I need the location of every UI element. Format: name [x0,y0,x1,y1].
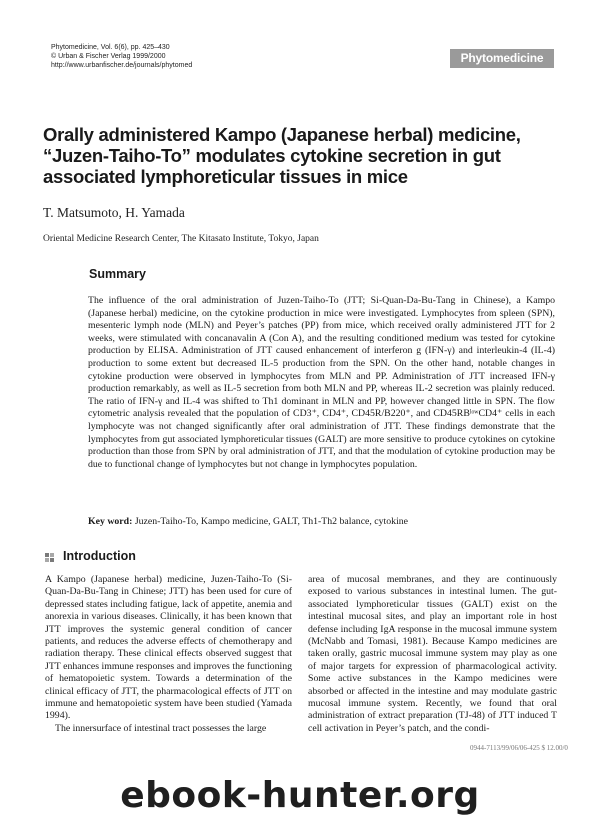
keywords [88,516,408,527]
keywords-label: Key word: [88,516,133,527]
intro-paragraph-1: A Kampo (Japanese herbal) medicine, Juzen-Taiho-To (Si-Quan-Da-Bu-Tang in Chinese; JTT) has been used for cure of depressed states including fatigue, lack of appetite, anemia and anorexia in various diseases. Clinically, it has been known that JTT improves the systemic general condition of cancer patients, and reduces the adverse effects of chemotherapy and radiation therapy. These clinical effects observed suggest that JTT enhances immune responses and improves the functioning of hematopoietic system. Towards a determination of the clinical efficacy of JTT, the pharmacological effects of JTT on immune and hematopoietic system have been studied (Yamada 1994). [45,574,293,722]
journal-citation: Phytomedicine, Vol. 6(6), pp. 425–430 [51,44,170,51]
summary-text: The influence of the oral administration of Juzen-Taiho-To (JTT; Si-Quan-Da-Bu-Tang in Chinese), a Kampo (Japanese herbal) medicine, on the cytokine production in mice were investigated. Lymphocytes from spleen (SPN), mesenteric lymph node (MLN) and Peyer’s patches (PP) from mice, which received orally administered JTT for 2 weeks, were stimulated with concanavalin A (Con A), and the resulting conditioned medium was tested for cytokine production by ELISA. Administration of JTT caused enhancement of interferon g (IFN-γ) and interleukin-4 (IL-4) production to some extent but decreased IL-5 production from the SPN. On the other hand, notable changes in cytokine production were observed in lymphocytes from MLN and PP. Administration of JTT increased IFN-γ production remarkably, as well as IL-5 secretion from both MLN and PP, whereas IL-2 secretion was plainly reduced. The ratio of IFN-γ and IL-4 was shifted to Th1 dominant in MLN and PP, however changed little in SPN. The flow cytometric analysis revealed that the population of CD3⁺, CD4⁺, CD45R/B220⁺, and CD45RBˡᵒʷCD4⁺ cells in each lymphocyte was not changed significantly after oral administration of JTT. These findings demonstrate that the lymphocytes from gut associated lymphoreticular tissues (GALT) are more sensitive to produce cytokines on cytokine production than those from SPN by oral administration of JTT, and that the modulation of cytokine production may be due to functional change of lymphocytes but not change in lymphocytes population. [88,295,555,470]
article-authors: T. Matsumoto, H. Yamada [43,205,185,220]
intro-column-right [308,574,557,735]
journal-publisher: © Urban & Fischer Verlag 1999/2000 [51,53,166,60]
intro-paragraph-3: area of mucosal membranes, and they are continuously exposed to various substances in intestinal lumen. The gut-associated lymphoreticular tissues (GALT) exist on the intestinal mucosal sites, and play an important role in host defense including IgA response in the mucosal immune system (McNabb and Tomasi, 1981). Because Kampo medicines are taken orally, gastric mucosal immune system may play as one of major targets for expression of pharmacological activity. Some active substances in the Kampo medicines were absorbed or affected in the intestine and may modulate gastric mucosal immune system. Recently, we found that oral administration of extract preparation (TJ-48) of JTT induced T cell activation in Peyer’s patch, and the condi- [308,574,557,734]
introduction-heading: Introduction [63,549,136,563]
summary-heading: Summary [89,267,146,281]
journal-badge: Phytomedicine [450,49,554,68]
article-title: Orally administered Kampo (Japanese herbal) medicine, “Juzen-Taiho-To” modulates cytokine secretion in gut associated lymphoreticular tissues in mice [43,124,521,187]
journal-info [51,43,192,70]
intro-column-left [45,574,292,735]
article-affiliation: Oriental Medicine Research Center, The Kitasato Institute, Tokyo, Japan [43,234,319,244]
intro-paragraph-2: The innersurface of intestinal tract possesses the large [55,722,267,734]
watermark: ebook-hunter.org [120,775,480,816]
journal-url[interactable]: http://www.urbanfischer.de/journals/phytomed [51,62,193,69]
footer-code: 0944-7113/99/06/06-425 $ 12.00/0 [470,744,568,752]
keywords-value: Juzen-Taiho-To, Kampo medicine, GALT, Th1-Th2 balance, cytokine [134,516,409,527]
section-bullet-icon [45,553,56,564]
